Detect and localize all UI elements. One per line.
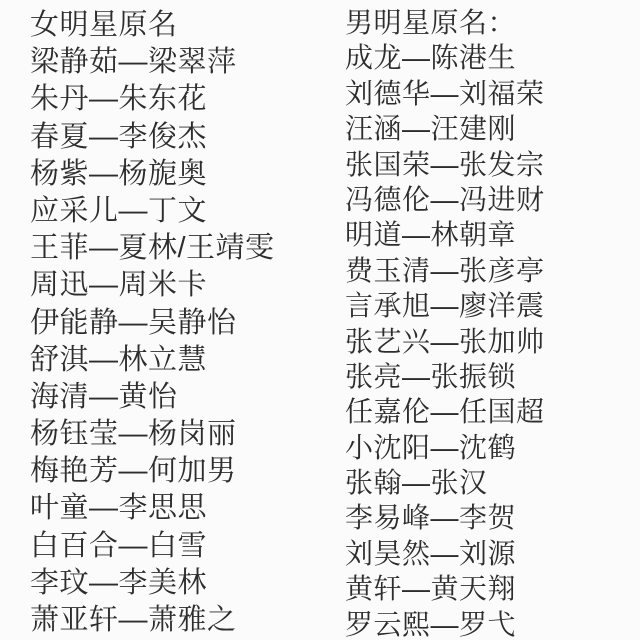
list-item: 刘昊然—刘源 [345, 537, 517, 569]
list-item: 张翰—张汉 [345, 467, 488, 499]
list-item: 杨紫—杨旎奥 [30, 157, 208, 190]
list-item: 梁静茹—梁翠萍 [30, 46, 237, 79]
list-item: 小沈阳—沈鹤 [345, 431, 517, 463]
list-item: 汪涵—汪建刚 [345, 113, 517, 145]
male-column-header: 男明星原名： [345, 7, 517, 38]
list-item: 罗云熙—罗弋 [345, 608, 517, 640]
list-item: 周迅—周米卡 [30, 269, 208, 302]
list-item: 刘德华—刘福荣 [345, 77, 545, 109]
list-item: 伊能静—吴静怡 [30, 306, 237, 339]
list-item: 朱丹—朱东花 [30, 83, 208, 116]
list-item: 叶童—李思思 [30, 492, 208, 525]
list-item: 冯德伦—冯进财 [345, 183, 545, 215]
list-item: 梅艳芳—何加男 [30, 455, 237, 488]
list-item: 春夏—李俊杰 [30, 120, 208, 153]
list-item: 海清—黄怡 [30, 380, 178, 413]
list-item: 白百合—白雪 [30, 529, 208, 562]
male-stars-column [345, 0, 545, 640]
list-item: 应采儿—丁文 [30, 194, 208, 227]
list-item: 言承旭—廖洋震 [345, 290, 545, 322]
female-stars-column [30, 0, 275, 639]
female-column-header: 女明星原名 [30, 9, 178, 41]
list-item: 王菲—夏林/王靖雯 [30, 232, 275, 265]
list-item: 萧亚轩—萧雅之 [30, 604, 237, 636]
list-item: 成龙—陈港生 [345, 42, 517, 74]
list-item: 任嘉伦—任国超 [345, 396, 545, 428]
list-item: 张国荣—张发宗 [345, 148, 545, 180]
list-item: 明道—林朝章 [345, 219, 517, 251]
list-item: 杨钰莹—杨岗丽 [30, 418, 237, 451]
list-item: 李玟—李美林 [30, 566, 208, 599]
list-item: 张亮—张振锁 [345, 360, 517, 392]
list-item: 费玉清—张彦亭 [345, 254, 545, 286]
list-item: 黄轩—黄天翔 [345, 573, 517, 605]
list-item: 舒淇—林立慧 [30, 343, 208, 376]
list-item: 张艺兴—张加帅 [345, 325, 545, 357]
list-item: 李易峰—李贺 [345, 502, 517, 534]
